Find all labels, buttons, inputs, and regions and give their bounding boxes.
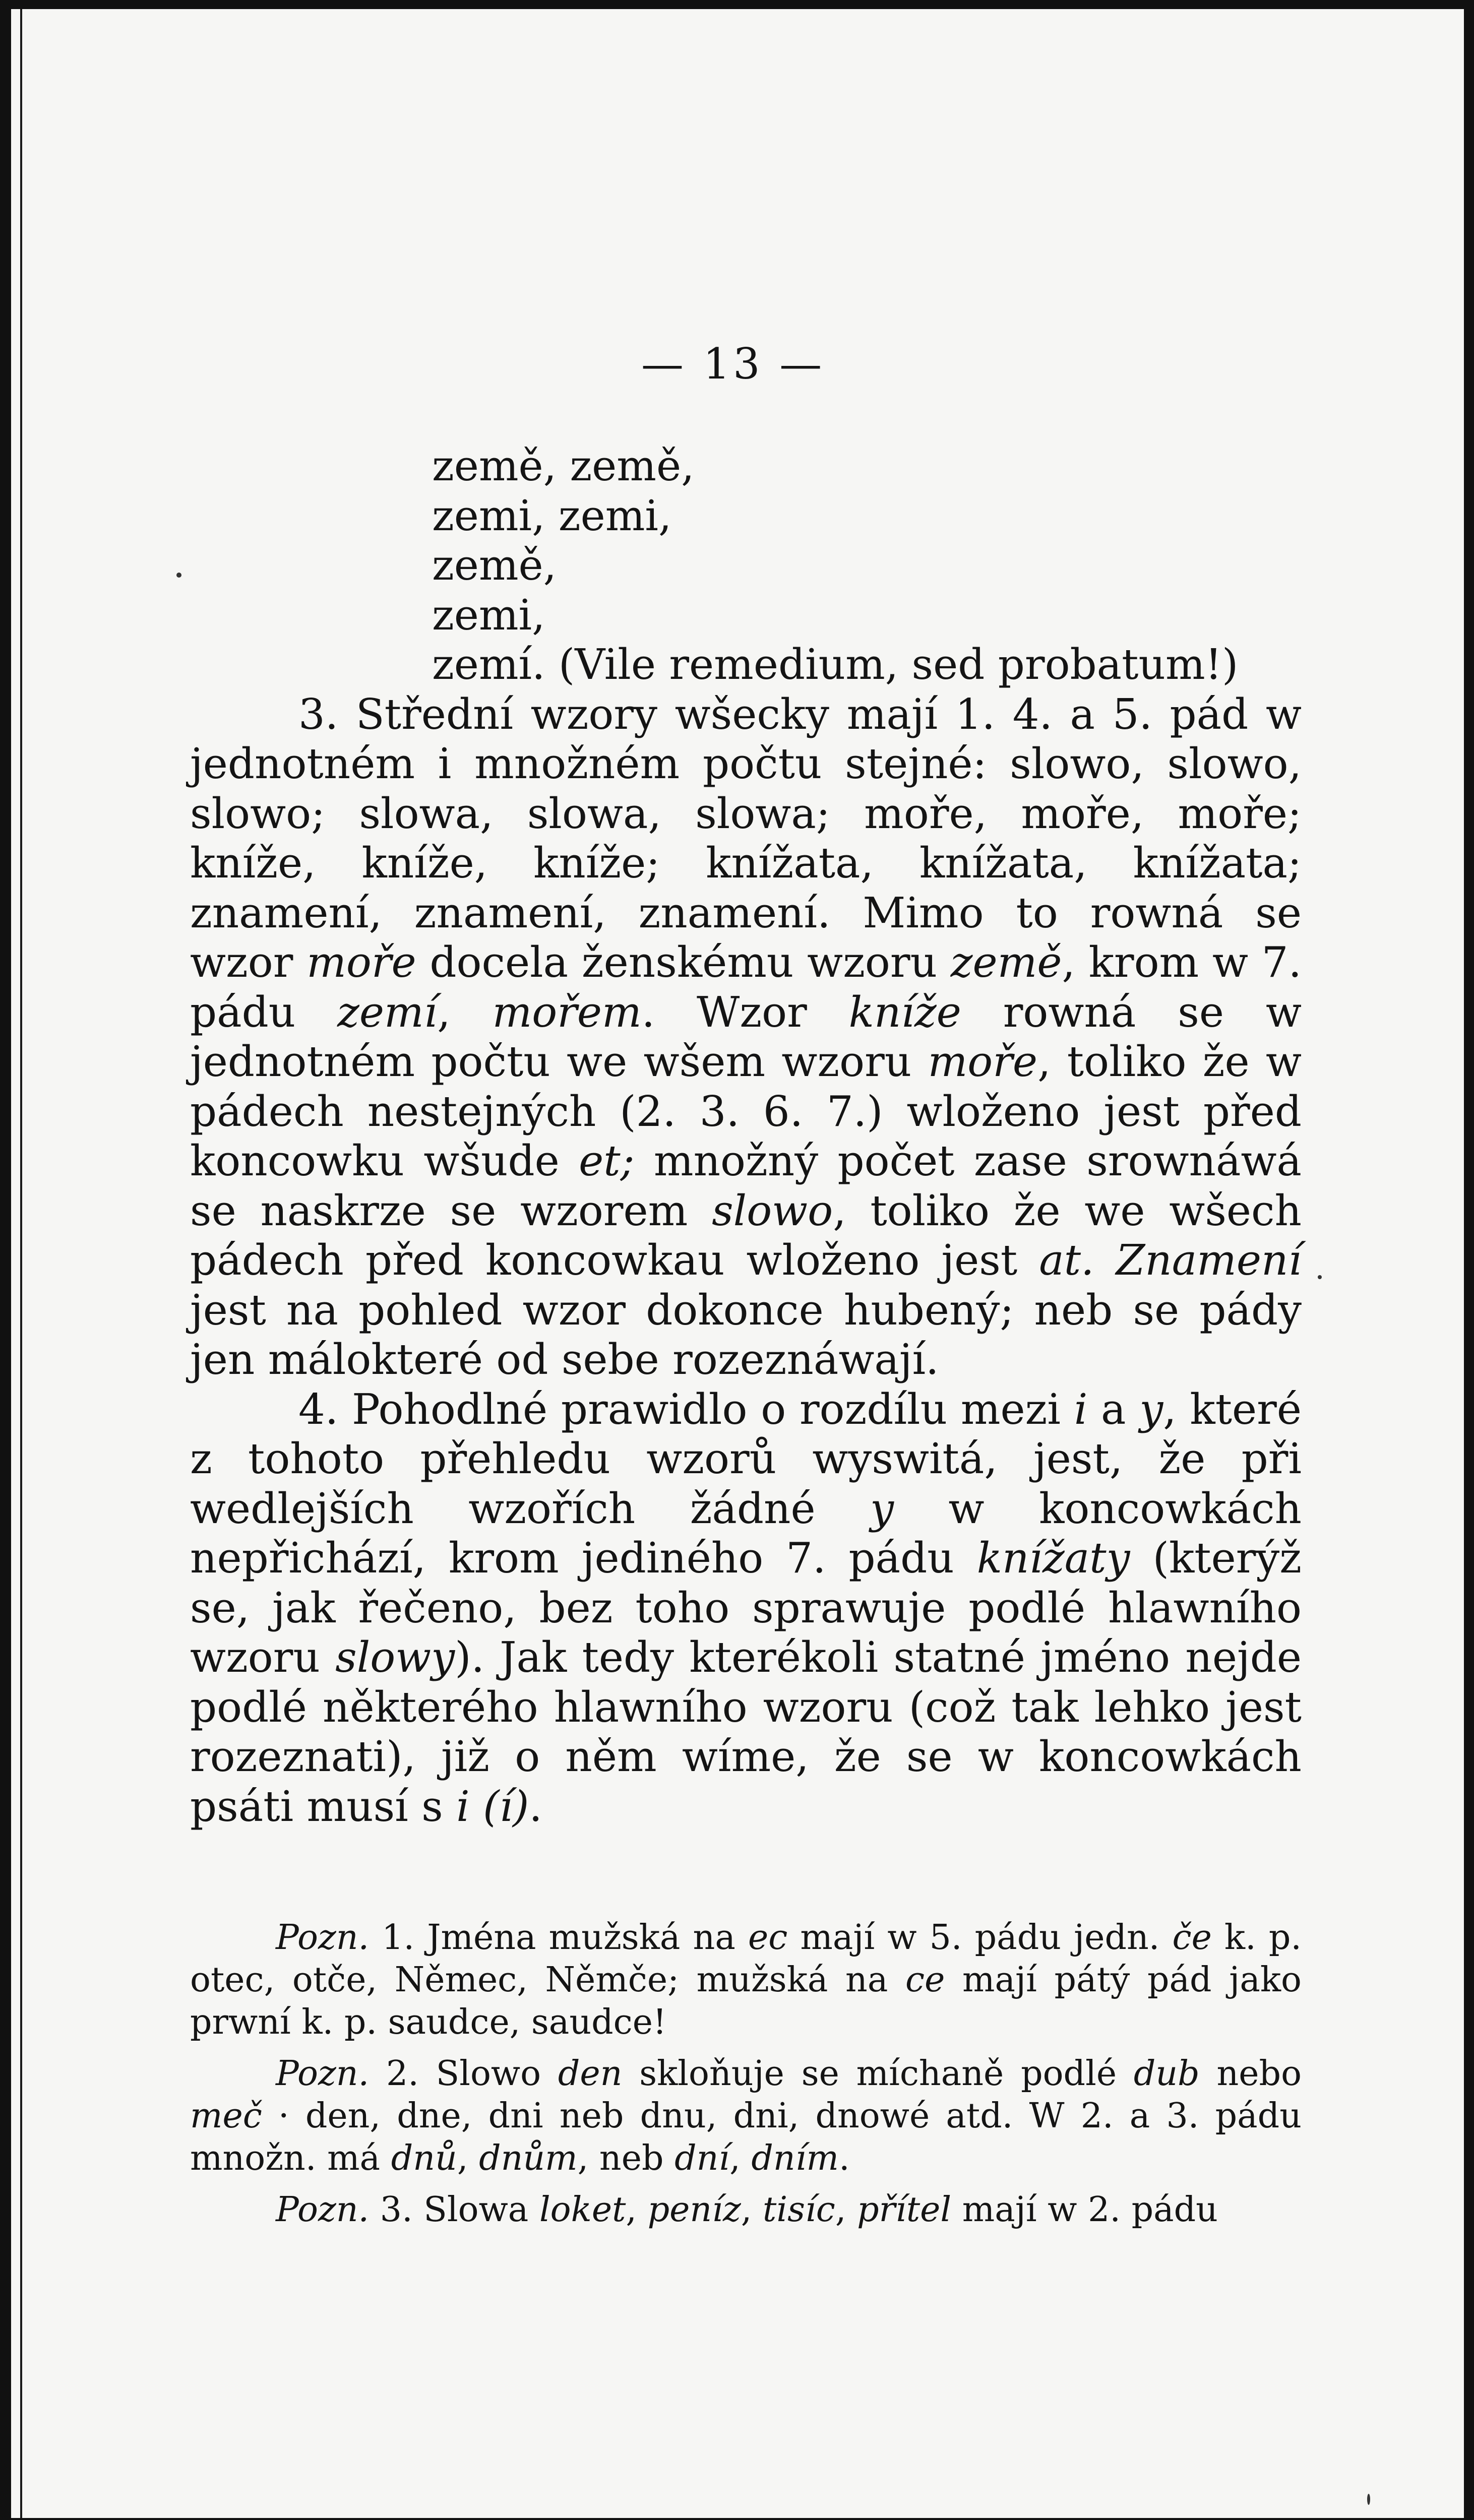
paper-speck [1318, 1275, 1322, 1279]
note-2: Pozn. 2. Slowo den skloňuje se míchaně podlé dub nebo meč · den, dne, dni neb dnu, dni, dnowé atd. W 2. a 3. pádu množn. má dnů, dnům, neb dní, dním. [190, 2054, 1302, 2178]
page-number: — 13 — [641, 339, 825, 389]
verse-line: zemi, [432, 590, 545, 640]
book-page [11, 9, 1464, 2518]
paragraph-section-4: 4. Pohodlné prawidlo o rozdílu mezi i a y, které z tohoto přehledu wzorů wyswitá, jest, že při wedlejších wzořích žádné y w koncowkách nepřichází, krom jediného 7. pádu knížaty (kterýž se, jak řečeno, bez toho sprawuje podlé hlawního wzoru slowy). Jak tedy kterékoli statné jméno nejde podlé některého hlawního wzoru (což tak lehko jest rozeznati), již o něm wíme, že se w koncowkách psáti musí s i (í). [190, 1384, 1302, 1831]
verse-line: zemí. (Vile remedium, sed probatum!) [432, 640, 1239, 689]
verse-line: země, [432, 541, 557, 590]
verse-line: země, země, [432, 442, 695, 490]
verse-line: zemi, zemi, [432, 491, 672, 540]
page-binding-edge [11, 9, 22, 2518]
paragraph-section-3: 3. Střední wzory wšecky mají 1. 4. a 5. pád w jednotném i množném počtu stejné: slowo, slowo, slowo; slowa, slowa, slowa; moře, moře, moře; kníže, kníže, kníže; knížata, knížata, knížata; znamení, znamení, znamení. Mimo to rowná se wzor moře docela ženskému wzoru země, krom w 7. pádu zemí, mořem. Wzor kníže rowná se w jednotném počtu we wšem wzoru moře, toliko že w pádech nestejných (2. 3. 6. 7.) wloženo jest před koncowku wšude et; množný počet zase srownáwá se naskrze se wzorem slowo, toliko že we wšech pádech před koncowkau wloženo jest at. Znamení jest na pohled wzor dokonce hubený; neb se pády jen málokteré od sebe rozeznáwají. [190, 689, 1302, 1384]
paper-speck [1367, 2494, 1370, 2505]
footnotes [190, 1917, 1302, 2240]
declension-verse [190, 442, 1302, 690]
note-1: Pozn. 1. Jména mužská na ec mají w 5. pádu jedn. če k. p. otec, otče, Němec, Němče; mužská na ce mají pátý pád jako prwní k. p. saudce, saudce! [190, 1918, 1302, 2042]
main-text [190, 442, 1302, 1832]
paper-speck [176, 573, 181, 578]
note-3: Pozn. 3. Slowa loket, peníz, tisíc, přítel mají w 2. pádu [276, 2190, 1218, 2230]
